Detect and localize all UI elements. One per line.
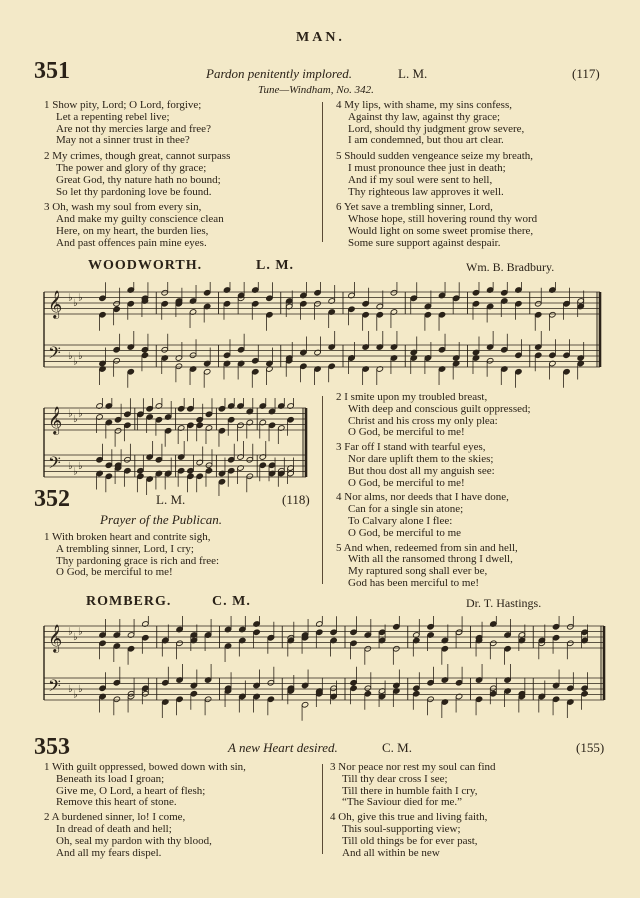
svg-text:𝄞: 𝄞 <box>48 290 63 318</box>
hymn-351-right-verses <box>336 100 626 250</box>
hymn-352-title: Prayer of the Publican. <box>100 512 223 527</box>
verse-line: Beneath its load I groan; <box>56 772 165 785</box>
verse-line: Till there in humble faith I cry, <box>342 784 478 797</box>
verse-line: To Calvary alone I flee: <box>348 514 453 527</box>
verse-line: May not a sinner trust in thee? <box>56 134 190 147</box>
svg-text:♭: ♭ <box>78 408 83 420</box>
hymn-353-page-ref: (155) <box>576 740 605 755</box>
verse-line: And all within be new <box>342 846 440 859</box>
svg-text:𝄢: 𝄢 <box>48 342 61 367</box>
hymn-353-number: 353 <box>34 734 70 760</box>
svg-text:♭: ♭ <box>73 298 78 309</box>
svg-text:♭: ♭ <box>78 684 83 695</box>
svg-text:♭: ♭ <box>78 351 83 362</box>
verse-line: I am condemned, but thou art clear. <box>348 134 504 147</box>
verse-line: O God, be merciful to me! <box>348 476 465 489</box>
verse-line: 4 Oh, give this true and living faith, <box>330 811 488 824</box>
svg-text:𝄞: 𝄞 <box>48 406 63 434</box>
svg-text:♭: ♭ <box>68 292 73 304</box>
verse-line: God has been merciful to me! <box>348 576 480 589</box>
verse-line: O God, be merciful to me! <box>348 426 465 439</box>
tune-woodworth-meter: L. M. <box>256 258 295 273</box>
verse-line: 6 Yet save a trembling sinner, Lord, <box>336 201 493 214</box>
verse-line: Till old things be for ever past, <box>342 834 478 847</box>
verse-line: O God, be merciful to me! <box>56 566 173 579</box>
svg-text:♭: ♭ <box>68 408 73 420</box>
verse-line: 2 My crimes, though great, cannot surpass <box>44 150 231 163</box>
verse-line: 2 I smite upon my troubled breast, <box>336 391 488 403</box>
verse-line: And all my fears dispel. <box>56 846 162 859</box>
verse-line: 5 And when, redeemed from sin and hell, <box>336 541 518 554</box>
woodworth-music-system-2 <box>38 398 310 496</box>
music-notation <box>44 616 604 721</box>
svg-text:♭: ♭ <box>78 461 83 472</box>
verse-line: And make my guilty conscience clean <box>56 213 224 226</box>
svg-text:♭: ♭ <box>73 689 78 701</box>
verse-line: Would light on some sweet promise there, <box>348 224 534 237</box>
svg-text:♭: ♭ <box>73 414 78 425</box>
verse-line: Against thy law, against thy grace; <box>348 110 501 123</box>
verse-line: My raptured song shall ever be, <box>348 565 488 578</box>
verse-line: Thy pardoning grace is rich and free: <box>56 554 220 567</box>
svg-text:♭: ♭ <box>78 292 83 304</box>
svg-text:𝄞: 𝄞 <box>48 624 63 652</box>
verse-line: Whose hope, still hovering round thy word <box>348 213 538 226</box>
tune-romberg-name: ROMBERG. <box>86 594 172 609</box>
verse-line: A trembling sinner, Lord, I cry; <box>56 542 194 555</box>
verse-line: The power and glory of thy grace; <box>56 161 207 174</box>
hymn-351-number: 351 <box>34 58 70 84</box>
verse-line: 4 Nor alms, nor deeds that I have done, <box>336 491 509 504</box>
woodworth-music-system-1 <box>38 282 604 392</box>
verse-line: Christ and his cross my only plea: <box>348 414 498 427</box>
hymn-353-right-verses <box>330 762 620 859</box>
hymn-351-meter: L. M. <box>398 66 428 81</box>
hymn-351-title: Pardon penitently implored. <box>206 66 352 81</box>
verse-line: Can for a single sin atone; <box>348 503 464 516</box>
verse-line: With deep and conscious guilt oppressed; <box>348 402 531 415</box>
verse-line: Lord, should thy judgment grow severe, <box>348 122 525 135</box>
verse-line: This soul-supporting view; <box>342 822 461 835</box>
verse-line: 2 A burdened sinner, lo! I come, <box>44 811 186 824</box>
verse-line: Some sure support against despair. <box>348 236 501 249</box>
hymn-353-left-verses <box>44 762 324 859</box>
svg-text:𝄢: 𝄢 <box>48 675 61 700</box>
verse-line: Give me, O Lord, a heart of flesh; <box>56 784 206 797</box>
svg-text:♭: ♭ <box>78 626 83 638</box>
romberg-music-system <box>38 616 608 724</box>
verse-line: Remove this heart of stone. <box>56 796 177 809</box>
verse-line: With all the ransomed throng I dwell, <box>348 553 513 566</box>
verse-line: Let a repenting rebel live; <box>56 110 170 123</box>
svg-text:♭: ♭ <box>68 461 73 472</box>
svg-text:♭: ♭ <box>68 351 73 362</box>
hymn-351-left-verses <box>44 100 314 250</box>
verse-line: O God, be merciful to me <box>348 526 462 539</box>
verse-line: 1 With broken heart and contrite sigh, <box>44 531 211 543</box>
tune-romberg-meter: C. M. <box>212 594 251 609</box>
verse-line: Great God, thy nature hath no bound; <box>56 173 221 186</box>
column-divider <box>322 102 323 242</box>
verse-line: Thy righteous law approves it well. <box>348 185 504 198</box>
verse-line: So let thy pardoning love be found. <box>56 185 212 198</box>
music-notation <box>44 398 306 496</box>
column-divider <box>322 764 323 854</box>
hymn-352-number: 352 <box>34 486 70 512</box>
verse-line: And if my soul were sent to hell, <box>348 173 493 186</box>
svg-text:♭: ♭ <box>68 626 73 638</box>
hymn-352-page-ref: (118) <box>282 492 310 507</box>
verse-line: 3 Far off I stand with tearful eyes, <box>336 441 486 454</box>
verse-line: I must pronounce thee just in death; <box>348 161 506 174</box>
verse-line: Are not thy mercies large and free? <box>56 122 211 135</box>
svg-text:♭: ♭ <box>73 356 78 368</box>
tune-woodworth-name: WOODWORTH. <box>88 258 203 273</box>
verse-line: In dread of death and hell; <box>56 822 172 835</box>
verse-line: “The Saviour died for me.” <box>342 796 463 809</box>
verse-line: 3 Nor peace nor rest my soul can find <box>330 761 496 773</box>
verse-line: Nor dare uplift them to the skies; <box>348 452 494 465</box>
svg-text:𝄢: 𝄢 <box>48 452 61 477</box>
verse-line: Till thy dear cross I see; <box>342 772 448 785</box>
tune-romberg-composer: Dr. T. Hastings. <box>466 596 542 610</box>
verse-line: But thou dost all my anguish see: <box>348 464 495 477</box>
music-notation <box>44 282 600 388</box>
verse-line: 3 Oh, wash my soul from every sin, <box>44 201 202 214</box>
hymn-352-right-verses <box>336 392 626 590</box>
verse-line: 1 Show pity, Lord; O Lord, forgive; <box>44 99 202 111</box>
verse-line: 4 My lips, with shame, my sins confess, <box>336 99 512 111</box>
hymn-351-tune: Tune—Windham, No. 342. <box>258 84 374 96</box>
svg-text:♭: ♭ <box>73 632 78 643</box>
verse-line: And past offences pain mine eyes. <box>56 236 207 249</box>
svg-text:♭: ♭ <box>73 466 78 478</box>
hymn-353-meter: C. M. <box>382 740 412 755</box>
hymn-353-title: A new Heart desired. <box>228 740 338 755</box>
hymn-351-page-ref: (117) <box>572 66 600 81</box>
svg-text:♭: ♭ <box>68 684 73 695</box>
verse-line: Here, on my heart, the burden lies, <box>56 224 209 237</box>
hymn-352-meter: L. M. <box>156 492 186 507</box>
running-head: MAN. <box>296 30 345 45</box>
tune-woodworth-composer: Wm. B. Bradbury. <box>466 260 555 274</box>
verse-line: Oh, seal my pardon with thy blood, <box>56 834 212 847</box>
verse-line: 1 With guilt oppressed, bowed down with sin, <box>44 761 246 773</box>
column-divider <box>322 396 323 584</box>
hymn-352-verse-1 <box>44 532 314 579</box>
verse-line: 5 Should sudden vengeance seize my breath, <box>336 150 534 163</box>
